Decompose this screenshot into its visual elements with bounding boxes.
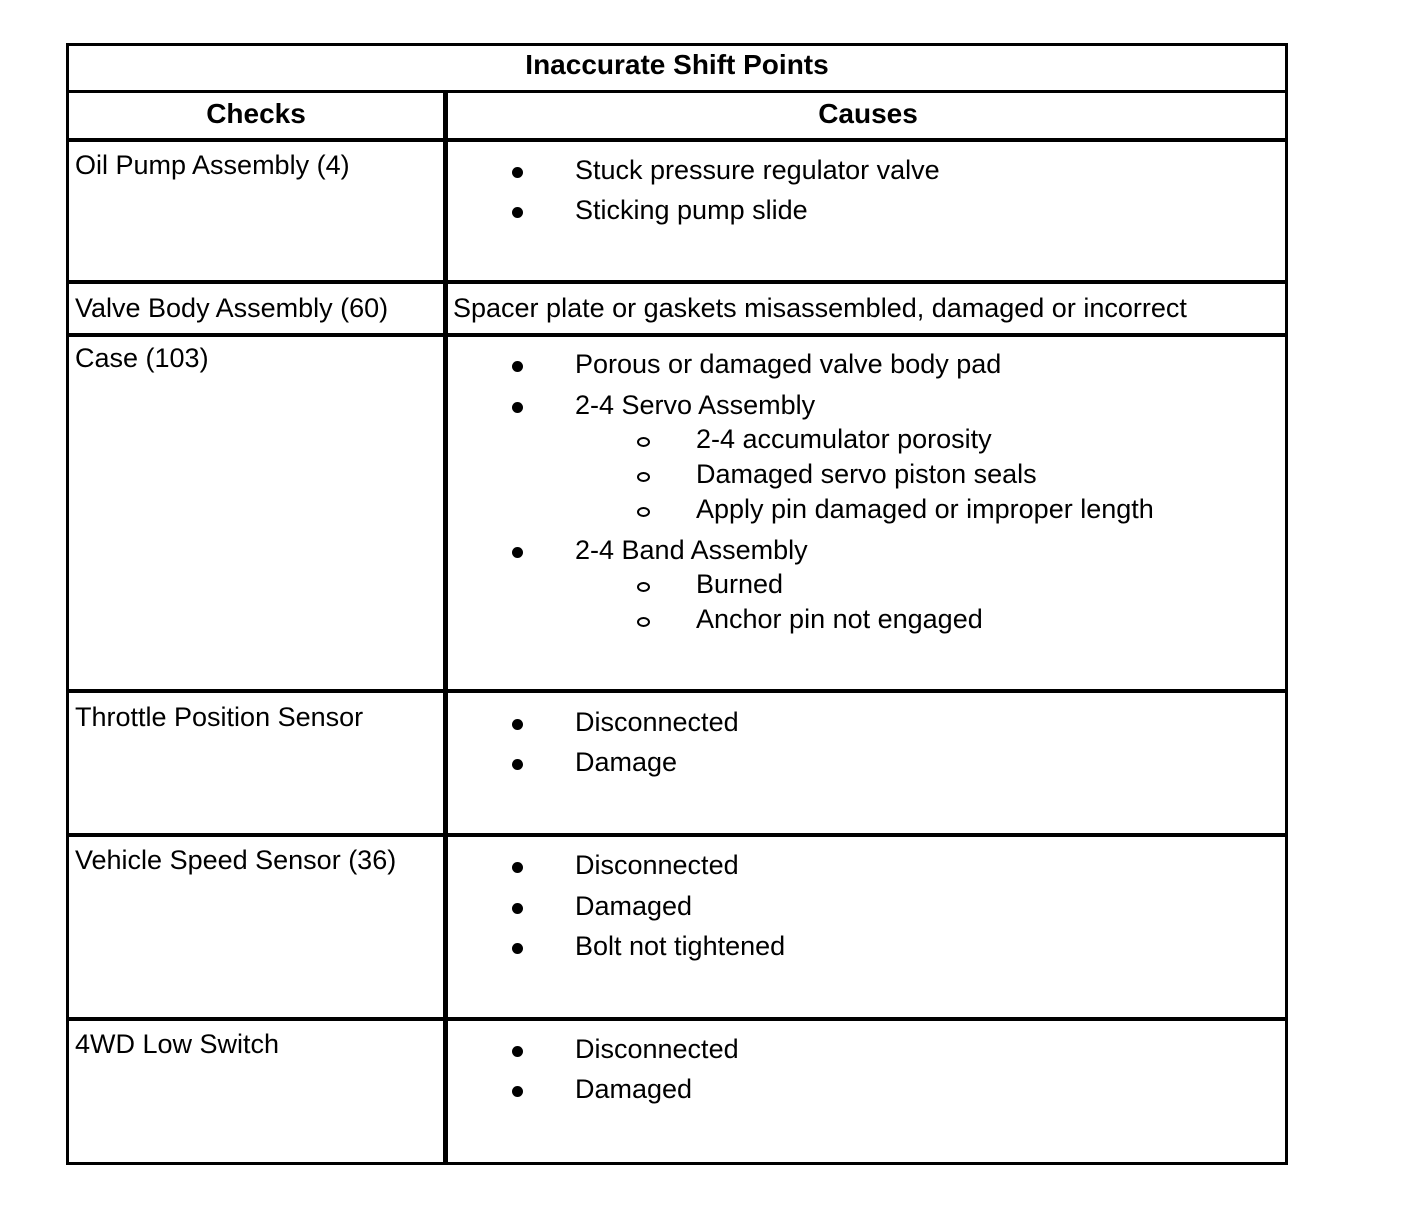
divider: [66, 90, 1288, 93]
cause-subitem: 2-4 accumulator porosity: [696, 424, 992, 455]
divider: [66, 689, 1288, 693]
cause-text: Spacer plate or gaskets misassembled, damaged or incorrect: [453, 293, 1187, 323]
bullet-icon: [512, 1046, 523, 1057]
circle-bullet-icon: [637, 472, 650, 482]
divider: [66, 138, 1288, 142]
header-causes: Causes: [818, 98, 918, 129]
row-check-label: Oil Pump Assembly (4): [75, 150, 350, 180]
bullet-icon: [512, 903, 523, 914]
cause-subitem: Anchor pin not engaged: [696, 604, 983, 635]
cause-bullet-item: 2-4 Band Assembly: [575, 535, 808, 566]
cause-subitem: Apply pin damaged or improper length: [696, 494, 1154, 525]
cause-bullet-item: Bolt not tightened: [575, 931, 785, 962]
divider: [66, 333, 1288, 337]
cause-bullet-item: Disconnected: [575, 1034, 739, 1065]
bullet-icon: [512, 361, 523, 372]
table-title: Inaccurate Shift Points: [525, 49, 829, 80]
header-checks: Checks: [206, 98, 306, 129]
circle-bullet-icon: [637, 437, 650, 447]
bullet-icon: [512, 943, 523, 954]
cause-bullet-item: Disconnected: [575, 707, 739, 738]
row-check-label: 4WD Low Switch: [75, 1029, 280, 1059]
cause-bullet-item: Sticking pump slide: [575, 195, 808, 226]
circle-bullet-icon: [637, 582, 650, 592]
row-check-label: Vehicle Speed Sensor (36): [75, 845, 397, 875]
cause-bullet-item: Damaged: [575, 891, 692, 922]
divider: [66, 1017, 1288, 1021]
divider: [66, 280, 1288, 284]
bullet-icon: [512, 547, 523, 558]
bullet-icon: [512, 402, 523, 413]
row-check-label: Valve Body Assembly (60): [75, 293, 389, 323]
cause-bullet-item: Damage: [575, 747, 677, 778]
cause-bullet-item: Stuck pressure regulator valve: [575, 155, 940, 186]
row-check-label: Throttle Position Sensor: [75, 702, 364, 732]
cause-bullet-item: Damaged: [575, 1074, 692, 1105]
cause-bullet-item: Disconnected: [575, 850, 739, 881]
circle-bullet-icon: [637, 507, 650, 517]
bullet-icon: [512, 759, 523, 770]
row-check-label: Case (103): [75, 343, 209, 373]
column-divider: [443, 90, 448, 1165]
bullet-icon: [512, 207, 523, 218]
cause-subitem: Burned: [696, 569, 783, 600]
bullet-icon: [512, 862, 523, 873]
bullet-icon: [512, 167, 523, 178]
divider: [66, 833, 1288, 837]
cause-bullet-item: 2-4 Servo Assembly: [575, 390, 815, 421]
bullet-icon: [512, 719, 523, 730]
shift-points-table: [66, 43, 1288, 1165]
bullet-icon: [512, 1086, 523, 1097]
circle-bullet-icon: [637, 617, 650, 627]
cause-subitem: Damaged servo piston seals: [696, 459, 1037, 490]
cause-bullet-item: Porous or damaged valve body pad: [575, 349, 1001, 380]
